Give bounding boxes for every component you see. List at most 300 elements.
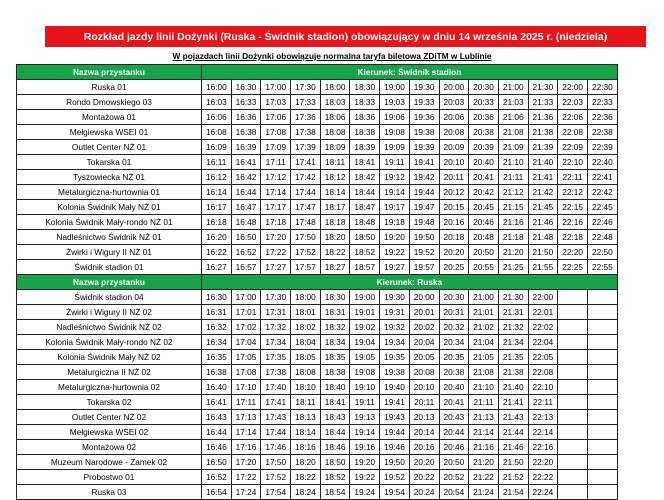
departure-time-cell bbox=[558, 470, 588, 485]
departure-time-cell: 21:15 bbox=[498, 200, 528, 215]
table-row bbox=[17, 245, 618, 260]
departure-time-cell: 22:20 bbox=[558, 245, 588, 260]
departure-time-cell: 17:40 bbox=[261, 380, 291, 395]
direction-header: Kierunek: Ruska bbox=[202, 275, 618, 290]
departure-time-cell: 20:41 bbox=[469, 170, 499, 185]
departure-time-cell: 20:20 bbox=[439, 245, 469, 260]
table-row bbox=[17, 290, 618, 305]
departure-time-cell: 19:12 bbox=[380, 170, 410, 185]
departure-time-cell: 19:22 bbox=[350, 470, 380, 485]
departure-time-cell: 22:24 bbox=[528, 485, 558, 500]
departure-time-cell: 16:22 bbox=[202, 245, 232, 260]
departure-time-cell: 21:16 bbox=[469, 440, 499, 455]
stop-name-cell: Mełgiewska WSEI 02 bbox=[17, 425, 202, 440]
departure-time-cell: 19:39 bbox=[409, 140, 439, 155]
departure-time-cell: 19:36 bbox=[409, 110, 439, 125]
departure-time-cell: 20:09 bbox=[439, 140, 469, 155]
stop-name-cell: Żwirki i Wigury II NŻ 02 bbox=[17, 305, 202, 320]
departure-time-cell bbox=[558, 410, 588, 425]
stop-name-cell: Nadleśnictwo Świdnik NŻ 01 bbox=[17, 230, 202, 245]
departure-time-cell: 17:41 bbox=[291, 155, 321, 170]
departure-time-cell: 21:10 bbox=[469, 380, 499, 395]
table-row bbox=[17, 395, 618, 410]
departure-time-cell: 17:34 bbox=[261, 335, 291, 350]
departure-time-cell: 17:38 bbox=[291, 125, 321, 140]
departure-time-cell: 19:02 bbox=[350, 320, 380, 335]
departure-time-cell: 18:18 bbox=[320, 215, 350, 230]
departure-time-cell: 19:11 bbox=[380, 155, 410, 170]
departure-time-cell bbox=[587, 365, 617, 380]
departure-time-cell: 16:41 bbox=[231, 155, 261, 170]
departure-time-cell: 17:31 bbox=[261, 305, 291, 320]
stop-name-cell: Metalurgiczna II NŻ 02 bbox=[17, 365, 202, 380]
departure-time-cell bbox=[558, 305, 588, 320]
departure-time-cell: 16:57 bbox=[231, 260, 261, 275]
departure-time-cell bbox=[558, 395, 588, 410]
departure-time-cell: 20:14 bbox=[409, 425, 439, 440]
departure-time-cell: 18:52 bbox=[320, 470, 350, 485]
departure-time-cell: 18:35 bbox=[320, 350, 350, 365]
departure-time-cell: 18:11 bbox=[291, 395, 321, 410]
departure-time-cell: 20:12 bbox=[439, 185, 469, 200]
departure-time-cell: 16:44 bbox=[231, 185, 261, 200]
stop-name-cell: Kolonia Świdnik Mały NŻ 01 bbox=[17, 200, 202, 215]
departure-time-cell: 18:41 bbox=[320, 395, 350, 410]
departure-time-cell: 16:34 bbox=[202, 335, 232, 350]
departure-time-cell: 16:27 bbox=[202, 260, 232, 275]
departure-time-cell bbox=[587, 305, 617, 320]
table-row bbox=[17, 215, 618, 230]
departure-time-cell: 20:32 bbox=[439, 320, 469, 335]
fare-notice: W pojazdach linii Dożynki obowiązuje normalna taryfa biletowa ZDiTM w Lublinie bbox=[172, 51, 492, 61]
departure-time-cell: 22:11 bbox=[528, 395, 558, 410]
departure-time-cell: 17:04 bbox=[231, 335, 261, 350]
departure-time-cell: 20:02 bbox=[409, 320, 439, 335]
departure-time-cell: 17:39 bbox=[291, 140, 321, 155]
departure-time-cell: 20:40 bbox=[469, 155, 499, 170]
departure-time-cell: 22:46 bbox=[587, 215, 617, 230]
departure-time-cell bbox=[587, 395, 617, 410]
departure-time-cell: 18:16 bbox=[291, 440, 321, 455]
departure-time-cell: 18:09 bbox=[320, 140, 350, 155]
departure-time-cell: 17:27 bbox=[261, 260, 291, 275]
departure-time-cell: 18:17 bbox=[320, 200, 350, 215]
departure-time-cell: 18:20 bbox=[320, 230, 350, 245]
departure-time-cell: 20:31 bbox=[439, 305, 469, 320]
departure-time-cell bbox=[587, 335, 617, 350]
departure-time-cell: 21:25 bbox=[498, 260, 528, 275]
departure-time-cell: 18:50 bbox=[320, 455, 350, 470]
departure-time-cell: 22:08 bbox=[528, 365, 558, 380]
departure-time-cell: 17:14 bbox=[231, 425, 261, 440]
departure-time-cell: 16:43 bbox=[202, 410, 232, 425]
departure-time-cell bbox=[558, 455, 588, 470]
departure-time-cell: 18:57 bbox=[350, 260, 380, 275]
departure-time-cell: 17:18 bbox=[261, 215, 291, 230]
departure-time-cell: 21:34 bbox=[498, 335, 528, 350]
departure-time-cell: 20:08 bbox=[409, 365, 439, 380]
departure-time-cell: 21:13 bbox=[469, 410, 499, 425]
departure-time-cell: 17:14 bbox=[261, 185, 291, 200]
schedule-title-banner: Rozkład jazdy linii Dożynki (Ruska - Świdnik stadion) obowiązujący w dniu 14 września 2025 r. (niedziela) bbox=[45, 26, 646, 47]
departure-time-cell: 20:38 bbox=[469, 125, 499, 140]
departure-time-cell: 21:33 bbox=[528, 95, 558, 110]
stop-name-cell: Outlet Center NŻ 02 bbox=[17, 410, 202, 425]
departure-time-cell: 16:42 bbox=[231, 170, 261, 185]
departure-time-cell: 20:13 bbox=[409, 410, 439, 425]
departure-time-cell: 20:22 bbox=[409, 470, 439, 485]
departure-time-cell: 19:44 bbox=[380, 425, 410, 440]
departure-time-cell: 17:46 bbox=[261, 440, 291, 455]
departure-time-cell: 16:41 bbox=[202, 395, 232, 410]
departure-time-cell: 16:20 bbox=[202, 230, 232, 245]
departure-time-cell: 17:10 bbox=[231, 380, 261, 395]
departure-time-cell: 21:11 bbox=[498, 170, 528, 185]
departure-time-cell: 21:45 bbox=[528, 200, 558, 215]
table-row bbox=[17, 170, 618, 185]
section-header-row bbox=[17, 275, 618, 290]
stop-name-cell: Kolonia Świdnik Mały-rondo NŻ 02 bbox=[17, 335, 202, 350]
departure-time-cell: 16:36 bbox=[231, 110, 261, 125]
departure-time-cell: 18:08 bbox=[291, 365, 321, 380]
departure-time-cell: 21:52 bbox=[498, 470, 528, 485]
departure-time-cell: 19:00 bbox=[380, 80, 410, 95]
departure-time-cell: 21:39 bbox=[528, 140, 558, 155]
departure-time-cell: 18:40 bbox=[320, 380, 350, 395]
departure-time-cell: 18:48 bbox=[350, 215, 380, 230]
departure-time-cell: 18:08 bbox=[320, 125, 350, 140]
departure-time-cell: 19:54 bbox=[380, 485, 410, 500]
departure-time-cell: 17:48 bbox=[291, 215, 321, 230]
table-row bbox=[17, 380, 618, 395]
departure-time-cell: 19:33 bbox=[409, 95, 439, 110]
departure-time-cell: 17:20 bbox=[261, 230, 291, 245]
departure-time-cell: 16:11 bbox=[202, 155, 232, 170]
departure-time-cell: 17:42 bbox=[291, 170, 321, 185]
departure-time-cell: 22:22 bbox=[528, 470, 558, 485]
departure-time-cell bbox=[558, 485, 588, 500]
departure-time-cell: 21:32 bbox=[498, 320, 528, 335]
table-row bbox=[17, 425, 618, 440]
departure-time-cell: 17:01 bbox=[231, 305, 261, 320]
departure-time-cell: 18:12 bbox=[320, 170, 350, 185]
departure-time-cell: 21:09 bbox=[498, 140, 528, 155]
departure-time-cell: 18:20 bbox=[291, 455, 321, 470]
departure-time-cell: 19:46 bbox=[380, 440, 410, 455]
departure-time-cell: 17:38 bbox=[261, 365, 291, 380]
departure-time-cell: 16:31 bbox=[202, 305, 232, 320]
departure-time-cell: 19:52 bbox=[409, 245, 439, 260]
departure-time-cell: 17:16 bbox=[231, 440, 261, 455]
table-row bbox=[17, 200, 618, 215]
departure-time-cell: 17:13 bbox=[231, 410, 261, 425]
departure-time-cell: 22:41 bbox=[587, 170, 617, 185]
departure-time-cell: 21:35 bbox=[498, 350, 528, 365]
departure-time-cell: 20:16 bbox=[439, 215, 469, 230]
departure-time-cell: 18:30 bbox=[350, 80, 380, 95]
departure-time-cell: 17:03 bbox=[261, 95, 291, 110]
departure-time-cell: 22:10 bbox=[528, 380, 558, 395]
departure-time-cell: 20:46 bbox=[469, 215, 499, 230]
departure-time-cell: 17:54 bbox=[261, 485, 291, 500]
departure-time-cell: 17:52 bbox=[291, 245, 321, 260]
departure-time-cell: 17:24 bbox=[231, 485, 261, 500]
departure-time-cell: 16:14 bbox=[202, 185, 232, 200]
departure-time-cell bbox=[558, 290, 588, 305]
departure-time-cell: 21:05 bbox=[469, 350, 499, 365]
table-row bbox=[17, 335, 618, 350]
departure-time-cell: 22:03 bbox=[558, 95, 588, 110]
departure-time-cell: 16:38 bbox=[202, 365, 232, 380]
departure-time-cell: 18:22 bbox=[291, 470, 321, 485]
table-row bbox=[17, 470, 618, 485]
departure-time-cell: 17:06 bbox=[261, 110, 291, 125]
departure-time-cell: 17:50 bbox=[291, 230, 321, 245]
departure-time-cell: 20:08 bbox=[439, 125, 469, 140]
departure-time-cell: 21:02 bbox=[469, 320, 499, 335]
departure-time-cell: 21:48 bbox=[528, 230, 558, 245]
departure-time-cell bbox=[587, 455, 617, 470]
departure-time-cell: 17:36 bbox=[291, 110, 321, 125]
table-row bbox=[17, 80, 618, 95]
stop-name-cell: Ruska 01 bbox=[17, 80, 202, 95]
departure-time-cell: 20:43 bbox=[439, 410, 469, 425]
departure-time-cell: 19:06 bbox=[380, 110, 410, 125]
departure-time-cell: 20:48 bbox=[469, 230, 499, 245]
departure-time-cell: 17:17 bbox=[261, 200, 291, 215]
departure-time-cell: 20:42 bbox=[469, 185, 499, 200]
departure-time-cell: 18:47 bbox=[350, 200, 380, 215]
departure-time-cell: 22:38 bbox=[587, 125, 617, 140]
departure-time-cell: 19:13 bbox=[350, 410, 380, 425]
departure-time-cell: 19:18 bbox=[380, 215, 410, 230]
departure-time-cell: 19:41 bbox=[409, 155, 439, 170]
departure-time-cell: 18:54 bbox=[320, 485, 350, 500]
departure-time-cell: 18:44 bbox=[350, 185, 380, 200]
departure-time-cell: 20:24 bbox=[409, 485, 439, 500]
timetable bbox=[16, 64, 618, 500]
departure-time-cell: 17:08 bbox=[231, 365, 261, 380]
departure-time-cell: 16:44 bbox=[202, 425, 232, 440]
departure-time-cell: 20:16 bbox=[409, 440, 439, 455]
departure-time-cell: 21:40 bbox=[498, 380, 528, 395]
departure-time-cell: 21:10 bbox=[498, 155, 528, 170]
departure-time-cell: 20:30 bbox=[439, 290, 469, 305]
departure-time-cell: 18:39 bbox=[350, 140, 380, 155]
departure-time-cell: 21:36 bbox=[528, 110, 558, 125]
departure-time-cell: 17:30 bbox=[291, 80, 321, 95]
departure-time-cell: 18:02 bbox=[291, 320, 321, 335]
departure-time-cell bbox=[558, 320, 588, 335]
departure-time-cell: 22:00 bbox=[528, 290, 558, 305]
departure-time-cell: 22:18 bbox=[558, 230, 588, 245]
departure-time-cell: 21:00 bbox=[498, 80, 528, 95]
departure-time-cell: 16:18 bbox=[202, 215, 232, 230]
departure-time-cell: 22:16 bbox=[528, 440, 558, 455]
departure-time-cell: 18:03 bbox=[320, 95, 350, 110]
departure-time-cell: 19:38 bbox=[380, 365, 410, 380]
departure-time-cell: 22:02 bbox=[528, 320, 558, 335]
departure-time-cell: 21:46 bbox=[498, 440, 528, 455]
departure-time-cell bbox=[558, 440, 588, 455]
departure-time-cell: 18:22 bbox=[320, 245, 350, 260]
departure-time-cell: 19:22 bbox=[380, 245, 410, 260]
departure-time-cell: 18:14 bbox=[320, 185, 350, 200]
departure-time-cell: 16:08 bbox=[202, 125, 232, 140]
departure-time-cell: 17:22 bbox=[231, 470, 261, 485]
departure-time-cell bbox=[587, 425, 617, 440]
departure-time-cell: 18:01 bbox=[291, 305, 321, 320]
departure-time-cell: 19:50 bbox=[409, 230, 439, 245]
departure-time-cell: 20:04 bbox=[409, 335, 439, 350]
departure-time-cell: 19:50 bbox=[380, 455, 410, 470]
departure-time-cell: 20:25 bbox=[439, 260, 469, 275]
departure-time-cell: 17:32 bbox=[261, 320, 291, 335]
departure-time-cell: 22:33 bbox=[587, 95, 617, 110]
departure-time-cell: 20:40 bbox=[439, 380, 469, 395]
departure-time-cell: 16:52 bbox=[202, 470, 232, 485]
departure-time-cell: 17:44 bbox=[291, 185, 321, 200]
departure-time-cell: 18:44 bbox=[320, 425, 350, 440]
departure-time-cell: 16:39 bbox=[231, 140, 261, 155]
departure-time-cell: 19:24 bbox=[350, 485, 380, 500]
departure-time-cell: 21:43 bbox=[498, 410, 528, 425]
stop-name-cell: Probostwo 01 bbox=[17, 470, 202, 485]
departure-time-cell: 22:00 bbox=[558, 80, 588, 95]
departure-time-cell: 21:12 bbox=[498, 185, 528, 200]
departure-time-cell: 18:36 bbox=[350, 110, 380, 125]
departure-time-cell: 21:03 bbox=[498, 95, 528, 110]
departure-time-cell: 22:42 bbox=[587, 185, 617, 200]
departure-time-cell: 19:31 bbox=[380, 305, 410, 320]
departure-time-cell: 22:15 bbox=[558, 200, 588, 215]
table-row bbox=[17, 485, 618, 500]
departure-time-cell: 19:11 bbox=[350, 395, 380, 410]
departure-time-cell: 21:50 bbox=[498, 455, 528, 470]
departure-time-cell: 21:38 bbox=[528, 125, 558, 140]
departure-time-cell bbox=[587, 485, 617, 500]
table-row bbox=[17, 410, 618, 425]
departure-time-cell: 22:20 bbox=[528, 455, 558, 470]
departure-time-cell: 20:06 bbox=[439, 110, 469, 125]
departure-time-cell: 17:20 bbox=[231, 455, 261, 470]
departure-time-cell: 20:30 bbox=[469, 80, 499, 95]
departure-time-cell: 20:45 bbox=[469, 200, 499, 215]
departure-time-cell: 17:11 bbox=[231, 395, 261, 410]
departure-time-cell: 21:08 bbox=[469, 365, 499, 380]
departure-time-cell bbox=[587, 350, 617, 365]
stop-name-cell: Kolonia Świdnik Mały-rondo NŻ 01 bbox=[17, 215, 202, 230]
departure-time-cell: 20:00 bbox=[409, 290, 439, 305]
departure-time-cell: 22:36 bbox=[587, 110, 617, 125]
departure-time-cell: 19:40 bbox=[380, 380, 410, 395]
departure-time-cell: 17:11 bbox=[261, 155, 291, 170]
departure-time-cell: 20:55 bbox=[469, 260, 499, 275]
departure-time-cell: 20:10 bbox=[409, 380, 439, 395]
departure-time-cell: 22:39 bbox=[587, 140, 617, 155]
departure-time-cell: 20:11 bbox=[409, 395, 439, 410]
departure-time-cell: 20:39 bbox=[469, 140, 499, 155]
departure-time-cell: 22:14 bbox=[528, 425, 558, 440]
departure-time-cell: 18:43 bbox=[320, 410, 350, 425]
departure-time-cell: 20:50 bbox=[439, 455, 469, 470]
departure-time-cell: 21:24 bbox=[469, 485, 499, 500]
departure-time-cell: 20:41 bbox=[439, 395, 469, 410]
departure-time-cell: 16:33 bbox=[231, 95, 261, 110]
table-row bbox=[17, 230, 618, 245]
departure-time-cell: 22:13 bbox=[528, 410, 558, 425]
departure-time-cell: 18:04 bbox=[291, 335, 321, 350]
departure-time-cell: 17:12 bbox=[261, 170, 291, 185]
departure-time-cell: 16:52 bbox=[231, 245, 261, 260]
section-header-row bbox=[17, 65, 618, 80]
departure-time-cell bbox=[587, 470, 617, 485]
departure-time-cell: 18:34 bbox=[320, 335, 350, 350]
departure-time-cell: 19:30 bbox=[380, 290, 410, 305]
departure-time-cell: 18:31 bbox=[320, 305, 350, 320]
stop-name-cell: Świdnik stadion 01 bbox=[17, 260, 202, 275]
departure-time-cell: 20:11 bbox=[439, 170, 469, 185]
departure-time-cell: 18:13 bbox=[291, 410, 321, 425]
departure-time-cell: 17:02 bbox=[231, 320, 261, 335]
departure-time-cell: 17:50 bbox=[261, 455, 291, 470]
departure-time-cell: 20:54 bbox=[439, 485, 469, 500]
departure-time-cell: 16:03 bbox=[202, 95, 232, 110]
departure-time-cell: 17:43 bbox=[261, 410, 291, 425]
departure-time-cell: 19:16 bbox=[350, 440, 380, 455]
departure-time-cell bbox=[558, 365, 588, 380]
departure-time-cell: 21:08 bbox=[498, 125, 528, 140]
departure-time-cell: 21:20 bbox=[498, 245, 528, 260]
departure-time-cell: 18:52 bbox=[350, 245, 380, 260]
departure-time-cell: 19:48 bbox=[409, 215, 439, 230]
departure-time-cell: 19:38 bbox=[409, 125, 439, 140]
departure-time-cell: 19:00 bbox=[350, 290, 380, 305]
departure-time-cell: 19:04 bbox=[350, 335, 380, 350]
departure-time-cell: 22:48 bbox=[587, 230, 617, 245]
stop-name-cell: Tokarska 02 bbox=[17, 395, 202, 410]
departure-time-cell: 20:18 bbox=[439, 230, 469, 245]
departure-time-cell: 16:54 bbox=[202, 485, 232, 500]
departure-time-cell: 19:44 bbox=[409, 185, 439, 200]
departure-time-cell: 19:17 bbox=[380, 200, 410, 215]
departure-time-cell: 20:52 bbox=[439, 470, 469, 485]
departure-time-cell bbox=[587, 290, 617, 305]
direction-header: Kierunek: Świdnik stadion bbox=[202, 65, 618, 80]
departure-time-cell: 18:30 bbox=[320, 290, 350, 305]
departure-time-cell: 22:16 bbox=[558, 215, 588, 230]
departure-time-cell: 19:08 bbox=[350, 365, 380, 380]
departure-time-cell: 21:31 bbox=[498, 305, 528, 320]
departure-time-cell: 18:00 bbox=[320, 80, 350, 95]
departure-time-cell: 16:30 bbox=[202, 290, 232, 305]
stop-name-cell: Rondo Dmowskiego 03 bbox=[17, 95, 202, 110]
departure-time-cell: 17:57 bbox=[291, 260, 321, 275]
departure-time-cell: 20:34 bbox=[439, 335, 469, 350]
departure-time-cell bbox=[587, 320, 617, 335]
departure-time-cell: 19:20 bbox=[380, 230, 410, 245]
table-row bbox=[17, 125, 618, 140]
departure-time-cell: 21:00 bbox=[469, 290, 499, 305]
departure-time-cell: 18:38 bbox=[320, 365, 350, 380]
departure-time-cell: 18:06 bbox=[320, 110, 350, 125]
departure-time-cell: 16:38 bbox=[231, 125, 261, 140]
departure-time-cell: 20:46 bbox=[439, 440, 469, 455]
departure-time-cell: 19:43 bbox=[380, 410, 410, 425]
departure-time-cell: 19:01 bbox=[350, 305, 380, 320]
departure-time-cell: 21:18 bbox=[498, 230, 528, 245]
departure-time-cell: 20:01 bbox=[409, 305, 439, 320]
